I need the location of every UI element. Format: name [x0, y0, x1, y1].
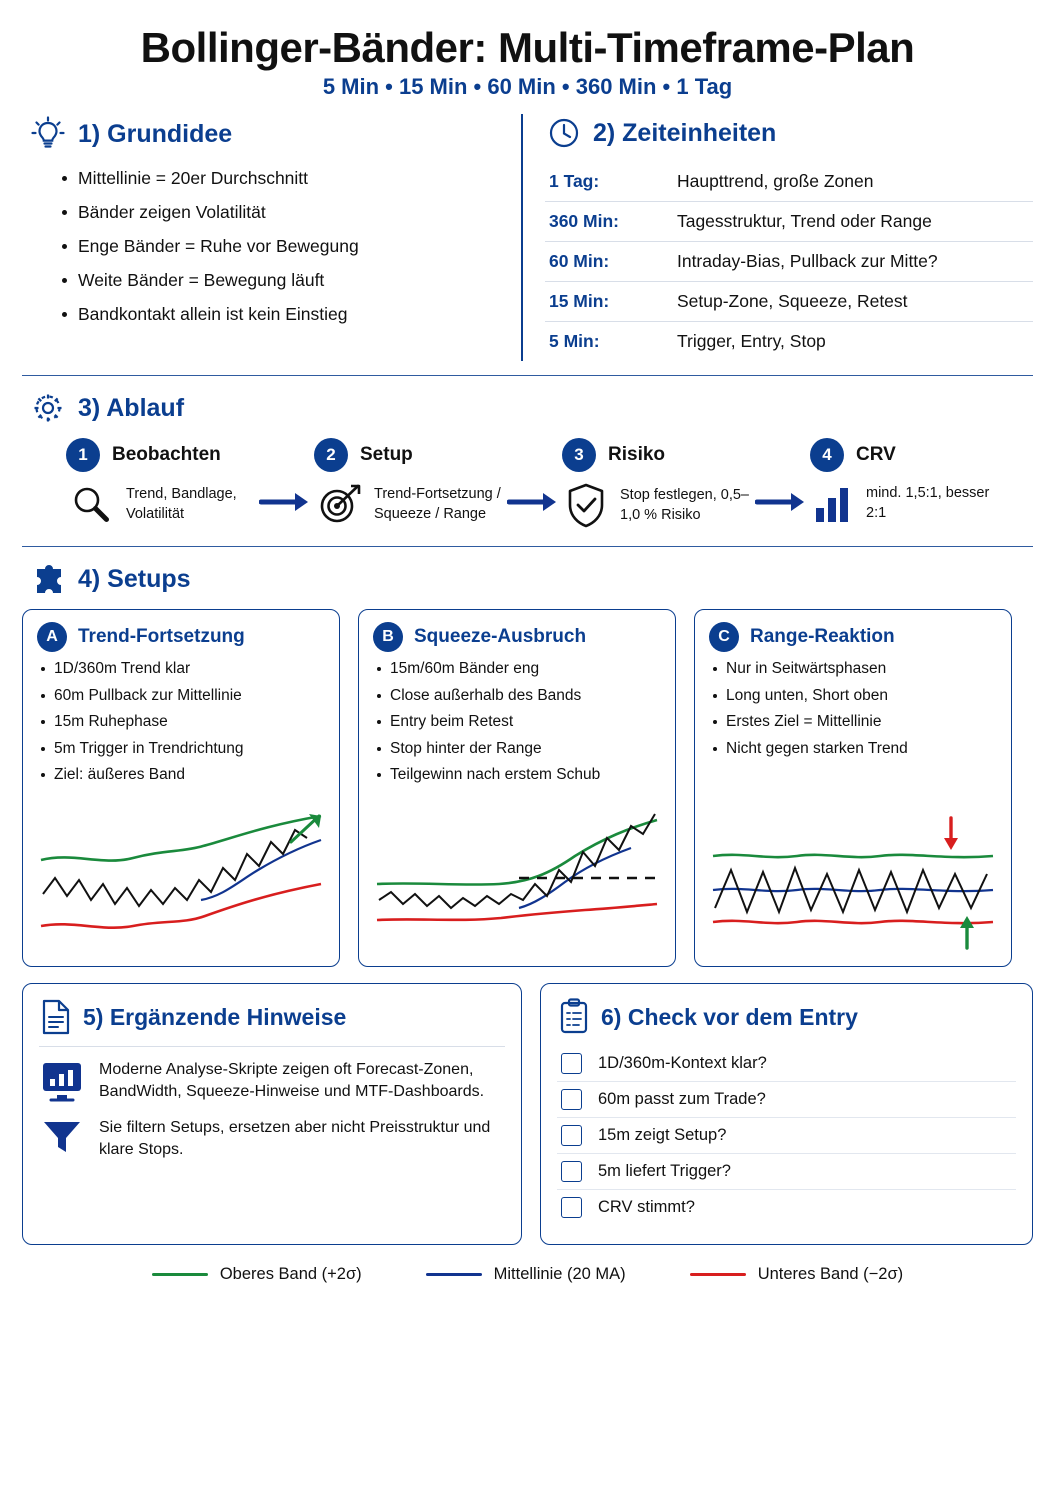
arrow-icon	[504, 438, 562, 514]
legend-item-middle-band	[426, 1265, 626, 1284]
card-title: Range-Reaktion	[750, 626, 895, 647]
table-row	[545, 242, 1033, 282]
list-item: Bandkontakt allein ist kein Einstieg	[58, 304, 521, 325]
timeframe-desc: Tagesstruktur, Trend oder Range	[673, 202, 1033, 242]
section-title-setups: 4) Setups	[78, 564, 191, 593]
chart-squeeze-ausbruch	[369, 808, 665, 958]
list-item: 5m Trigger in Trendrichtung	[37, 740, 325, 759]
step-number: 3	[562, 438, 596, 472]
setup-card-range-reaktion	[694, 609, 1012, 967]
step-number: 1	[66, 438, 100, 472]
list-item: Teilgewinn nach erstem Schub	[373, 766, 661, 785]
note-text: Moderne Analyse-Skripte zeigen oft Forecast-Zonen, BandWidth, Squeeze-Hinweise und MTF-Dashboards.	[99, 1061, 485, 1100]
list-item: 15m/60m Bänder eng	[373, 660, 661, 679]
timeframe-desc: Haupttrend, große Zonen	[673, 162, 1033, 202]
panel-ergaenzende-hinweise	[22, 983, 522, 1245]
list-item: Entry beim Retest	[373, 713, 661, 732]
step-title: Beobachten	[112, 444, 221, 465]
list-item: Ziel: äußeres Band	[37, 766, 325, 785]
note-filter	[39, 1117, 505, 1160]
checklist-item[interactable]	[557, 1190, 1016, 1225]
workflow-steps	[22, 438, 1033, 532]
legend-item-upper-band	[152, 1265, 362, 1284]
section-title-zeiteinheiten: 2) Zeiteinheiten	[592, 118, 777, 147]
list-item: Enge Bänder = Ruhe vor Bewegung	[58, 236, 521, 257]
card-badge: B	[373, 622, 403, 652]
timeframe-label: 1 Tag:	[545, 162, 673, 202]
clock-icon	[545, 114, 583, 152]
legend-item-lower-band	[690, 1265, 903, 1284]
bar-chart-icon	[810, 480, 856, 528]
timeframe-desc: Setup-Zone, Squeeze, Retest	[673, 282, 1033, 322]
puzzle-icon	[28, 559, 68, 599]
magnifier-icon	[66, 480, 116, 530]
card-title: Trend-Fortsetzung	[78, 626, 245, 647]
checkbox[interactable]	[561, 1197, 582, 1218]
legend-label: Mittellinie (20 MA)	[493, 1265, 626, 1283]
checkbox[interactable]	[561, 1053, 582, 1074]
legend	[22, 1265, 1033, 1284]
list-item: Stop hinter der Range	[373, 740, 661, 759]
top-sections	[22, 114, 1033, 361]
list-item: 1D/360m Trend klar	[37, 660, 325, 679]
arrow-icon	[256, 438, 314, 514]
document-icon	[39, 998, 73, 1036]
list-item: Nur in Seitwärtsphasen	[709, 660, 997, 679]
chart-trend-fortsetzung	[33, 808, 329, 958]
checklist-label: 15m zeigt Setup?	[598, 1126, 727, 1144]
step-description: Stop festlegen, 0,5–1,0 % Risiko	[620, 487, 749, 523]
list-item: Nicht gegen starken Trend	[709, 740, 997, 759]
list-item: 60m Pullback zur Mittellinie	[37, 687, 325, 706]
step-description: Trend-Fortsetzung / Squeeze / Range	[374, 486, 501, 522]
section-title-ablauf: 3) Ablauf	[78, 393, 185, 422]
list-item: 15m Ruhephase	[37, 713, 325, 732]
step-title: Risiko	[608, 444, 666, 465]
step-beobachten	[66, 438, 256, 530]
timeframe-label: 15 Min:	[545, 282, 673, 322]
page-subtitle: 5 Min • 15 Min • 60 Min • 360 Min • 1 Tag	[322, 74, 733, 99]
funnel-icon	[39, 1117, 85, 1157]
table-row	[545, 202, 1033, 242]
clipboard-check-icon	[557, 998, 591, 1036]
card-title: Squeeze-Ausbruch	[414, 626, 587, 647]
gear-icon	[28, 388, 68, 428]
timeframes-table	[545, 162, 1033, 361]
divider	[39, 1046, 505, 1047]
card-list	[709, 660, 997, 758]
note-text: Sie filtern Setups, ersetzen aber nicht Preisstruktur und klare Stops.	[99, 1119, 491, 1158]
timeframe-label: 5 Min:	[548, 331, 600, 351]
grundidee-list	[28, 168, 521, 325]
list-item: Long unten, Short oben	[709, 687, 997, 706]
checklist-item[interactable]	[557, 1118, 1016, 1154]
step-number: 2	[314, 438, 348, 472]
checklist-item[interactable]	[557, 1154, 1016, 1190]
list-item: Weite Bänder = Bewegung läuft	[58, 270, 521, 291]
page-title: Bollinger-Bänder: Multi-Timeframe-Plan	[140, 24, 915, 71]
checkbox[interactable]	[561, 1125, 582, 1146]
setup-cards	[22, 609, 1033, 967]
section-title-grundidee: 1) Grundidee	[78, 119, 233, 148]
legend-label: Oberes Band (+2σ)	[219, 1265, 362, 1283]
divider	[22, 546, 1033, 547]
section-zeiteinheiten	[521, 114, 1033, 361]
panel-check-vor-entry	[540, 983, 1033, 1245]
section-setups	[22, 559, 1033, 967]
step-crv	[810, 438, 1000, 528]
list-item: Mittellinie = 20er Durchschnitt	[58, 168, 521, 189]
table-row	[545, 322, 1033, 362]
table-row	[545, 162, 1033, 202]
setup-card-squeeze-ausbruch	[358, 609, 676, 967]
step-title: CRV	[856, 444, 896, 465]
legend-swatch	[152, 1273, 208, 1276]
checklist-label: 60m passt zum Trade?	[598, 1090, 766, 1108]
chart-range-reaktion	[705, 808, 1001, 958]
timeframe-desc: Trigger, Entry, Stop	[676, 331, 826, 351]
list-item: Bänder zeigen Volatilität	[58, 202, 521, 223]
card-badge: C	[709, 622, 739, 652]
timeframe-desc: Intraday-Bias, Pullback zur Mitte?	[673, 242, 1033, 282]
legend-swatch	[690, 1273, 746, 1276]
divider	[22, 375, 1033, 376]
step-title: Setup	[360, 444, 413, 465]
list-item: Erstes Ziel = Mittellinie	[709, 713, 997, 732]
step-description: mind. 1,5:1, besser 2:1	[866, 485, 990, 521]
step-number: 4	[810, 438, 844, 472]
card-list	[37, 660, 325, 785]
checklist-item[interactable]	[557, 1082, 1016, 1118]
step-description: Trend, Bandlage, Volatilität	[126, 486, 237, 522]
panel-title-check: 6) Check vor dem Entry	[601, 1003, 858, 1030]
checkbox[interactable]	[561, 1161, 582, 1182]
step-risiko	[562, 438, 752, 532]
checkbox[interactable]	[561, 1089, 582, 1110]
shield-check-icon	[562, 480, 610, 532]
timeframe-label: 60 Min:	[545, 242, 673, 282]
card-list	[373, 660, 661, 785]
checklist-label: CRV stimmt?	[598, 1198, 695, 1216]
lightbulb-icon	[28, 114, 68, 154]
list-item: Close außerhalb des Bands	[373, 687, 661, 706]
checklist-label: 5m liefert Trigger?	[598, 1162, 731, 1180]
panel-title-hinweise: 5) Ergänzende Hinweise	[83, 1003, 347, 1030]
arrow-icon	[752, 438, 810, 514]
timeframe-label: 360 Min:	[545, 202, 673, 242]
legend-swatch	[426, 1273, 482, 1276]
bottom-panels	[22, 983, 1033, 1245]
section-ablauf	[22, 388, 1033, 532]
checklist-label: 1D/360m-Kontext klar?	[598, 1054, 767, 1072]
target-icon	[314, 480, 364, 530]
step-setup	[314, 438, 504, 530]
setup-card-trend-fortsetzung	[22, 609, 340, 967]
legend-label: Unteres Band (−2σ)	[757, 1265, 904, 1283]
monitor-chart-icon	[39, 1059, 85, 1103]
table-row	[545, 282, 1033, 322]
card-badge: A	[37, 622, 67, 652]
note-analysis-scripts	[39, 1059, 505, 1103]
section-grundidee	[22, 114, 521, 338]
checklist-item[interactable]	[557, 1046, 1016, 1082]
